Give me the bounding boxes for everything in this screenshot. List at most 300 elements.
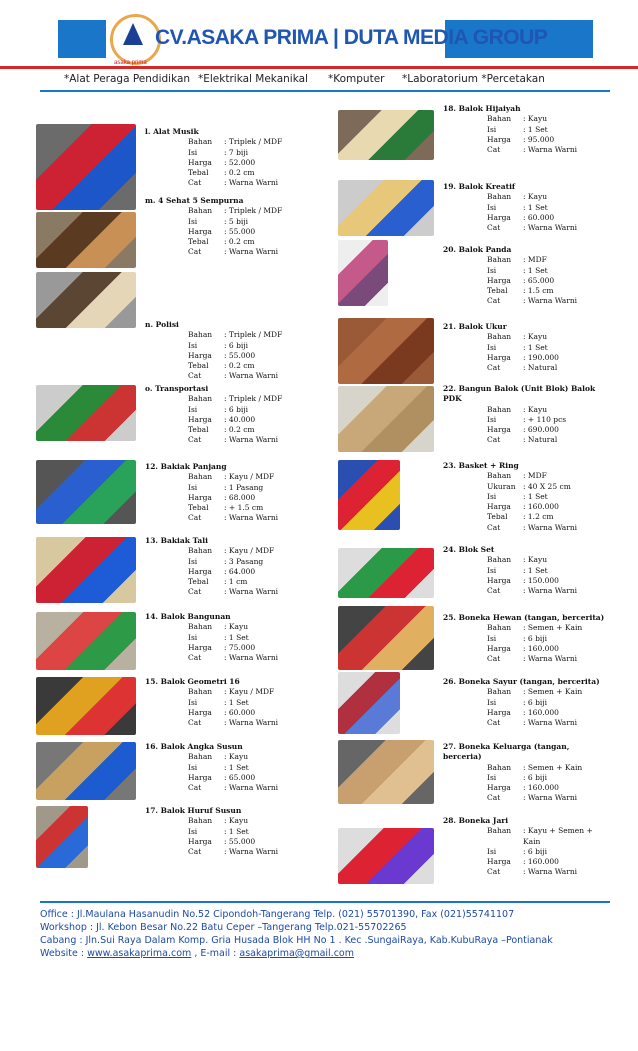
spec-row bbox=[487, 145, 637, 155]
spec-key: Harga bbox=[188, 836, 212, 846]
spec-value: : Warna Warni bbox=[523, 654, 578, 664]
spec-row bbox=[487, 223, 637, 233]
product-photo bbox=[36, 385, 136, 441]
spec-row bbox=[487, 847, 637, 857]
spec-row bbox=[188, 435, 338, 445]
spec-value: : 1 Set bbox=[523, 491, 548, 501]
spec-key: Cat bbox=[188, 718, 202, 728]
spec-value: : 160.000 bbox=[523, 643, 559, 653]
spec-value: : Warna Warni bbox=[224, 178, 279, 188]
spec-value: : 0.2 cm bbox=[224, 168, 255, 178]
item-title: 23. Basket + Ring bbox=[443, 461, 519, 470]
spec-key: Cat bbox=[487, 296, 501, 306]
spec-value: : Kayu bbox=[523, 404, 548, 414]
item-title: 28. Boneka Jari bbox=[443, 816, 509, 825]
item-title: 19. Balok Kreatif bbox=[443, 182, 516, 191]
left-item bbox=[145, 612, 338, 663]
spec-value: : 1 Pasang bbox=[224, 482, 264, 492]
spec-key: Cat bbox=[188, 587, 202, 597]
left-item bbox=[145, 462, 338, 524]
spec-key: Bahan bbox=[487, 623, 512, 633]
spec-row bbox=[487, 332, 637, 342]
spec-key: Isi bbox=[188, 632, 198, 642]
spec-row bbox=[188, 577, 338, 587]
spec-key: Cat bbox=[487, 867, 501, 877]
spec-value: : 64.000 bbox=[224, 566, 256, 576]
spec-value: : Kayu / MDF bbox=[224, 546, 275, 556]
spec-value: : 6 biji bbox=[523, 633, 547, 643]
spec-row bbox=[487, 276, 637, 286]
spec-key: Cat bbox=[188, 847, 202, 857]
spec-value: : Kayu bbox=[523, 555, 548, 565]
product-photo bbox=[338, 110, 434, 160]
spec-key: Bahan bbox=[188, 394, 213, 404]
spec-value: : Kayu / MDF bbox=[224, 687, 275, 697]
spec-value: : Warna Warni bbox=[224, 513, 279, 523]
spec-value: : 160.000 bbox=[523, 783, 559, 793]
product-photo bbox=[338, 460, 400, 530]
spec-value: : Warna Warni bbox=[224, 435, 279, 445]
spec-row bbox=[188, 567, 338, 577]
spec-row bbox=[487, 471, 637, 481]
spec-key: Tebal bbox=[188, 168, 209, 178]
spec-key: Bahan bbox=[487, 687, 512, 697]
spec-key: Harga bbox=[487, 212, 511, 222]
spec-value: : 0.2 cm bbox=[224, 237, 255, 247]
left-item bbox=[145, 806, 338, 857]
spec-row bbox=[487, 837, 637, 847]
product-photo bbox=[36, 124, 136, 210]
spec-row bbox=[487, 566, 637, 576]
spec-row bbox=[188, 587, 338, 597]
spec-key: Cat bbox=[487, 363, 501, 373]
spec-value: : 7 biji bbox=[224, 147, 248, 157]
spec-value: : Natural bbox=[523, 435, 558, 445]
spec-value: : 52.000 bbox=[224, 157, 256, 167]
spec-value: : 1 Set bbox=[224, 762, 249, 772]
spec-row bbox=[188, 653, 338, 663]
product-photo bbox=[338, 318, 434, 384]
spec-row bbox=[188, 557, 338, 567]
spec-value: : 65.000 bbox=[523, 275, 555, 285]
spec-row bbox=[487, 482, 637, 492]
spec-row bbox=[188, 351, 338, 361]
header-bottom-line bbox=[40, 90, 610, 92]
spec-row bbox=[188, 546, 338, 556]
spec-value: : Warna Warni bbox=[224, 653, 279, 663]
product-photo bbox=[36, 537, 136, 603]
spec-row bbox=[188, 763, 338, 773]
spec-key: Bahan bbox=[487, 255, 512, 265]
item-title: 15. Balok Geometri 16 bbox=[145, 677, 240, 686]
spec-value: : 160.000 bbox=[523, 857, 559, 867]
spec-value: : Warna Warni bbox=[224, 587, 279, 597]
spec-row bbox=[487, 512, 637, 522]
spec-key: Bahan bbox=[487, 332, 512, 342]
spec-row bbox=[487, 425, 637, 435]
spec-key: Isi bbox=[487, 697, 497, 707]
spec-value: : Warna Warni bbox=[224, 718, 279, 728]
item-title: 24. Blok Set bbox=[443, 545, 495, 554]
right-item bbox=[443, 384, 637, 446]
spec-key: Bahan bbox=[487, 114, 512, 124]
spec-value: : 1 cm bbox=[224, 577, 248, 587]
spec-key: Isi bbox=[487, 772, 497, 782]
spec-value: : 6 biji bbox=[523, 697, 547, 707]
spec-row bbox=[188, 137, 338, 147]
spec-key: Cat bbox=[487, 522, 501, 532]
product-photo bbox=[338, 180, 434, 236]
spec-value: : 1 Set bbox=[224, 826, 249, 836]
footer-top-line bbox=[40, 901, 610, 903]
product-photo bbox=[338, 740, 434, 804]
spec-value: : 65.000 bbox=[224, 772, 256, 782]
category-1: *Alat Peraga Pendidikan bbox=[64, 73, 191, 85]
spec-row bbox=[188, 425, 338, 435]
spec-value: : Triplek / MDF bbox=[224, 137, 283, 147]
spec-value: : 55.000 bbox=[224, 226, 256, 236]
spec-value: : 190.000 bbox=[523, 352, 559, 362]
email-label: , E-mail : bbox=[191, 948, 240, 959]
item-title: 22. Bangun Balok (Unit Blok) Balok bbox=[443, 384, 596, 393]
product-photo bbox=[338, 606, 434, 670]
spec-row bbox=[188, 708, 338, 718]
spec-value: : Triplek / MDF bbox=[224, 330, 283, 340]
spec-value: : 75.000 bbox=[224, 642, 256, 652]
spec-row bbox=[487, 634, 637, 644]
spec-key: Harga bbox=[487, 275, 511, 285]
spec-value: : Warna Warni bbox=[224, 371, 279, 381]
spec-value: : Semen + Kain bbox=[523, 762, 583, 772]
spec-value: : 160.000 bbox=[523, 502, 559, 512]
spec-row bbox=[188, 698, 338, 708]
right-item bbox=[443, 245, 637, 307]
spec-row bbox=[487, 708, 637, 718]
spec-row bbox=[188, 330, 338, 340]
website-link[interactable]: www.asakaprima.com bbox=[87, 948, 192, 959]
spec-value: : Warna Warni bbox=[523, 867, 578, 877]
spec-value: : Warna Warni bbox=[523, 586, 578, 596]
spec-row bbox=[487, 435, 637, 445]
spec-value: : 60.000 bbox=[224, 707, 256, 717]
left-item bbox=[145, 536, 338, 598]
spec-row bbox=[188, 816, 338, 826]
spec-row bbox=[487, 405, 637, 415]
header-left-bar bbox=[58, 20, 106, 58]
product-photo bbox=[338, 548, 434, 598]
spec-row bbox=[188, 394, 338, 404]
spec-value: : 1.2 cm bbox=[523, 512, 554, 522]
spec-value: : Kayu bbox=[523, 192, 548, 202]
item-title: 21. Balok Ukur bbox=[443, 322, 507, 331]
spec-key: Bahan bbox=[188, 752, 213, 762]
spec-key: Cat bbox=[487, 586, 501, 596]
product-photo bbox=[338, 828, 434, 884]
spec-row bbox=[487, 502, 637, 512]
spec-key: Isi bbox=[188, 556, 198, 566]
product-photo bbox=[36, 742, 136, 800]
spec-key: Cat bbox=[487, 793, 501, 803]
spec-value: : Kayu bbox=[224, 816, 249, 826]
product-photo bbox=[338, 386, 434, 452]
spec-value: : 0.2 cm bbox=[224, 361, 255, 371]
spec-row bbox=[487, 523, 637, 533]
right-item bbox=[443, 461, 637, 533]
spec-key: Cat bbox=[487, 223, 501, 233]
spec-value: : 1 Set bbox=[523, 124, 548, 134]
left-item bbox=[145, 742, 338, 793]
spec-value: : 1.5 cm bbox=[523, 286, 554, 296]
spec-key: Harga bbox=[487, 575, 511, 585]
spec-key: Cat bbox=[487, 718, 501, 728]
spec-row bbox=[487, 555, 637, 565]
spec-value: : Warna Warni bbox=[224, 247, 279, 257]
spec-key: Harga bbox=[487, 134, 511, 144]
spec-row bbox=[188, 752, 338, 762]
spec-value: : Warna Warni bbox=[523, 145, 578, 155]
spec-row bbox=[188, 773, 338, 783]
spec-key: Isi bbox=[188, 762, 198, 772]
spec-row bbox=[188, 168, 338, 178]
spec-row bbox=[487, 255, 637, 265]
spec-row bbox=[188, 827, 338, 837]
spec-value: : Kayu + Semen + bbox=[523, 826, 593, 836]
spec-key: Isi bbox=[188, 482, 198, 492]
item-title: 17. Balok Huruf Susun bbox=[145, 806, 242, 815]
spec-row bbox=[487, 783, 637, 793]
spec-value: : Kayu bbox=[224, 622, 249, 632]
spec-value: : Warna Warni bbox=[523, 793, 578, 803]
right-item bbox=[443, 322, 637, 373]
spec-key: Cat bbox=[188, 178, 202, 188]
spec-value: : 55.000 bbox=[224, 350, 256, 360]
item-title: 26. Boneka Sayur (tangan, bercerita) bbox=[443, 677, 600, 686]
spec-key: Tebal bbox=[188, 425, 209, 435]
spec-key: Harga bbox=[188, 414, 212, 424]
item-title: o. Transportasi bbox=[145, 384, 209, 393]
spec-key: Isi bbox=[188, 826, 198, 836]
spec-value: : Warna Warni bbox=[523, 223, 578, 233]
spec-row bbox=[188, 237, 338, 247]
spec-key: Cat bbox=[188, 783, 202, 793]
left-item bbox=[145, 196, 338, 258]
spec-row bbox=[188, 361, 338, 371]
spec-row bbox=[188, 633, 338, 643]
right-item bbox=[443, 545, 637, 596]
spec-value: : 60.000 bbox=[523, 212, 555, 222]
item-title: n. Polisi bbox=[145, 320, 179, 329]
spec-key: Bahan bbox=[487, 826, 512, 836]
spec-key: Harga bbox=[188, 772, 212, 782]
spec-row bbox=[188, 472, 338, 482]
spec-value: : 40 X 25 cm bbox=[523, 481, 571, 491]
spec-row bbox=[487, 586, 637, 596]
item-title-cont: berceria) bbox=[443, 752, 482, 762]
spec-value: : 3 Pasang bbox=[224, 556, 264, 566]
left-item bbox=[145, 677, 338, 728]
spec-row bbox=[188, 718, 338, 728]
spec-value: : 160.000 bbox=[523, 707, 559, 717]
spec-row bbox=[487, 203, 637, 213]
spec-value: : Warna Warni bbox=[224, 783, 279, 793]
right-item bbox=[443, 816, 637, 878]
spec-key: Harga bbox=[188, 492, 212, 502]
spec-row bbox=[188, 513, 338, 523]
spec-key: Cat bbox=[487, 145, 501, 155]
spec-row bbox=[188, 405, 338, 415]
item-title: 25. Boneka Hewan (tangan, bercerita) bbox=[443, 613, 605, 622]
spec-key: Harga bbox=[487, 643, 511, 653]
spec-key: Cat bbox=[487, 654, 501, 664]
spec-value: : MDF bbox=[523, 471, 547, 481]
spec-key: Bahan bbox=[487, 471, 512, 481]
spec-key: Bahan bbox=[188, 816, 213, 826]
spec-key: Isi bbox=[487, 491, 497, 501]
item-title: 20. Balok Panda bbox=[443, 245, 512, 254]
spec-value: : 6 biji bbox=[523, 772, 547, 782]
spec-key: Harga bbox=[487, 425, 511, 435]
spec-value: : 6 biji bbox=[224, 340, 248, 350]
email-link[interactable]: asakaprima@gmail.com bbox=[239, 948, 354, 959]
spec-value: : Warna Warni bbox=[523, 522, 578, 532]
product-photo bbox=[36, 677, 136, 735]
product-photo bbox=[36, 460, 136, 524]
spec-row bbox=[487, 773, 637, 783]
spec-row bbox=[188, 503, 338, 513]
spec-key: Bahan bbox=[188, 206, 213, 216]
spec-value: : Semen + Kain bbox=[523, 623, 583, 633]
spec-row bbox=[188, 217, 338, 227]
footer-office: Office : Jl.Maulana Hasanudin No.52 Cipondoh-Tangerang Telp. (021) 55701390, Fax (021)55741107 bbox=[40, 909, 515, 920]
spec-key: Bahan bbox=[487, 762, 512, 772]
spec-value: : 1 Set bbox=[523, 265, 548, 275]
spec-row bbox=[188, 493, 338, 503]
spec-row bbox=[487, 363, 637, 373]
item-title: 16. Balok Angka Susun bbox=[145, 742, 243, 751]
spec-key: Cat bbox=[188, 435, 202, 445]
product-photo bbox=[338, 240, 388, 306]
spec-row bbox=[487, 857, 637, 867]
spec-row bbox=[487, 114, 637, 124]
spec-value: : 6 biji bbox=[224, 404, 248, 414]
spec-key: Cat bbox=[188, 513, 202, 523]
spec-row bbox=[487, 698, 637, 708]
spec-value: : Natural bbox=[523, 363, 558, 373]
logo-text: asaka prima bbox=[114, 60, 147, 66]
header-divider bbox=[0, 66, 638, 69]
spec-value: : Kayu / MDF bbox=[224, 472, 275, 482]
spec-row bbox=[487, 125, 637, 135]
spec-key: Bahan bbox=[487, 404, 512, 414]
item-title: m. 4 Sehat 5 Sempurna bbox=[145, 196, 244, 205]
spec-value: : 95.000 bbox=[523, 134, 555, 144]
spec-value: : + 110 pcs bbox=[523, 414, 567, 424]
spec-row bbox=[487, 763, 637, 773]
spec-value: : 1 Set bbox=[224, 632, 249, 642]
spec-key: Bahan bbox=[487, 192, 512, 202]
spec-value: : 5 biji bbox=[224, 216, 248, 226]
footer-contact bbox=[40, 948, 354, 959]
spec-value: : Kayu bbox=[523, 114, 548, 124]
item-title: 13. Bakiak Tali bbox=[145, 536, 208, 545]
spec-key: Isi bbox=[487, 414, 497, 424]
spec-value: : Triplek / MDF bbox=[224, 394, 283, 404]
spec-key: Isi bbox=[487, 565, 497, 575]
spec-key: Harga bbox=[188, 566, 212, 576]
spec-key: Isi bbox=[188, 340, 198, 350]
spec-row bbox=[188, 178, 338, 188]
spec-value: : 6 biji bbox=[523, 846, 547, 856]
spec-row bbox=[487, 286, 637, 296]
spec-key: Harga bbox=[188, 157, 212, 167]
spec-value: : Warna Warni bbox=[523, 718, 578, 728]
spec-value: : Semen + Kain bbox=[523, 687, 583, 697]
spec-key: Bahan bbox=[188, 546, 213, 556]
spec-value: : 55.000 bbox=[224, 836, 256, 846]
spec-row bbox=[487, 623, 637, 633]
spec-value: : + 1.5 cm bbox=[224, 503, 264, 513]
spec-row bbox=[487, 718, 637, 728]
product-photo bbox=[36, 612, 136, 670]
spec-row bbox=[188, 158, 338, 168]
spec-key: Harga bbox=[188, 226, 212, 236]
spec-key: Tebal bbox=[487, 512, 508, 522]
spec-value: : MDF bbox=[523, 255, 547, 265]
spec-key: Isi bbox=[487, 124, 497, 134]
spec-row bbox=[487, 296, 637, 306]
spec-key: Isi bbox=[188, 216, 198, 226]
category-2: *Elektrikal Mekanikal bbox=[198, 73, 308, 85]
spec-value: : 1 Set bbox=[523, 202, 548, 212]
spec-value: : Triplek / MDF bbox=[224, 206, 283, 216]
spec-row bbox=[487, 687, 637, 697]
spec-value: : 150.000 bbox=[523, 575, 559, 585]
spec-key: Tebal bbox=[188, 361, 209, 371]
spec-value: : Warna Warni bbox=[224, 847, 279, 857]
footer-branch: Cabang : Jln.Sui Raya Dalam Komp. Gria Husada Blok HH No 1 . Kec .SungaiRaya, Kab.KubuRaya –Pontianak bbox=[40, 935, 553, 946]
spec-key: Harga bbox=[487, 707, 511, 717]
spec-row bbox=[188, 415, 338, 425]
spec-row bbox=[487, 266, 637, 276]
spec-row bbox=[487, 213, 637, 223]
spec-value: : Warna Warni bbox=[523, 296, 578, 306]
spec-row bbox=[487, 793, 637, 803]
spec-value: : 68.000 bbox=[224, 492, 256, 502]
website-label: Website : bbox=[40, 948, 88, 959]
spec-value: Kain bbox=[523, 836, 541, 846]
spec-row bbox=[487, 826, 637, 836]
spec-key: Isi bbox=[188, 404, 198, 414]
spec-row bbox=[188, 837, 338, 847]
item-title: 14. Balok Bangunan bbox=[145, 612, 231, 621]
right-item bbox=[443, 104, 637, 155]
spec-key: Harga bbox=[487, 857, 511, 867]
spec-key: Bahan bbox=[188, 687, 213, 697]
item-title: 18. Balok Hijaiyah bbox=[443, 104, 521, 113]
spec-key: Cat bbox=[487, 435, 501, 445]
spec-key: Tebal bbox=[188, 237, 209, 247]
spec-row bbox=[188, 148, 338, 158]
spec-row bbox=[188, 341, 338, 351]
spec-key: Isi bbox=[487, 633, 497, 643]
spec-key: Isi bbox=[188, 697, 198, 707]
spec-value: : 1 Set bbox=[523, 565, 548, 575]
category-4: *Laboratorium *Percetakan bbox=[402, 73, 545, 85]
right-item bbox=[443, 182, 637, 233]
item-title: 12. Bakiak Panjang bbox=[145, 462, 227, 471]
spec-row bbox=[487, 654, 637, 664]
spec-value: : 40.000 bbox=[224, 414, 256, 424]
